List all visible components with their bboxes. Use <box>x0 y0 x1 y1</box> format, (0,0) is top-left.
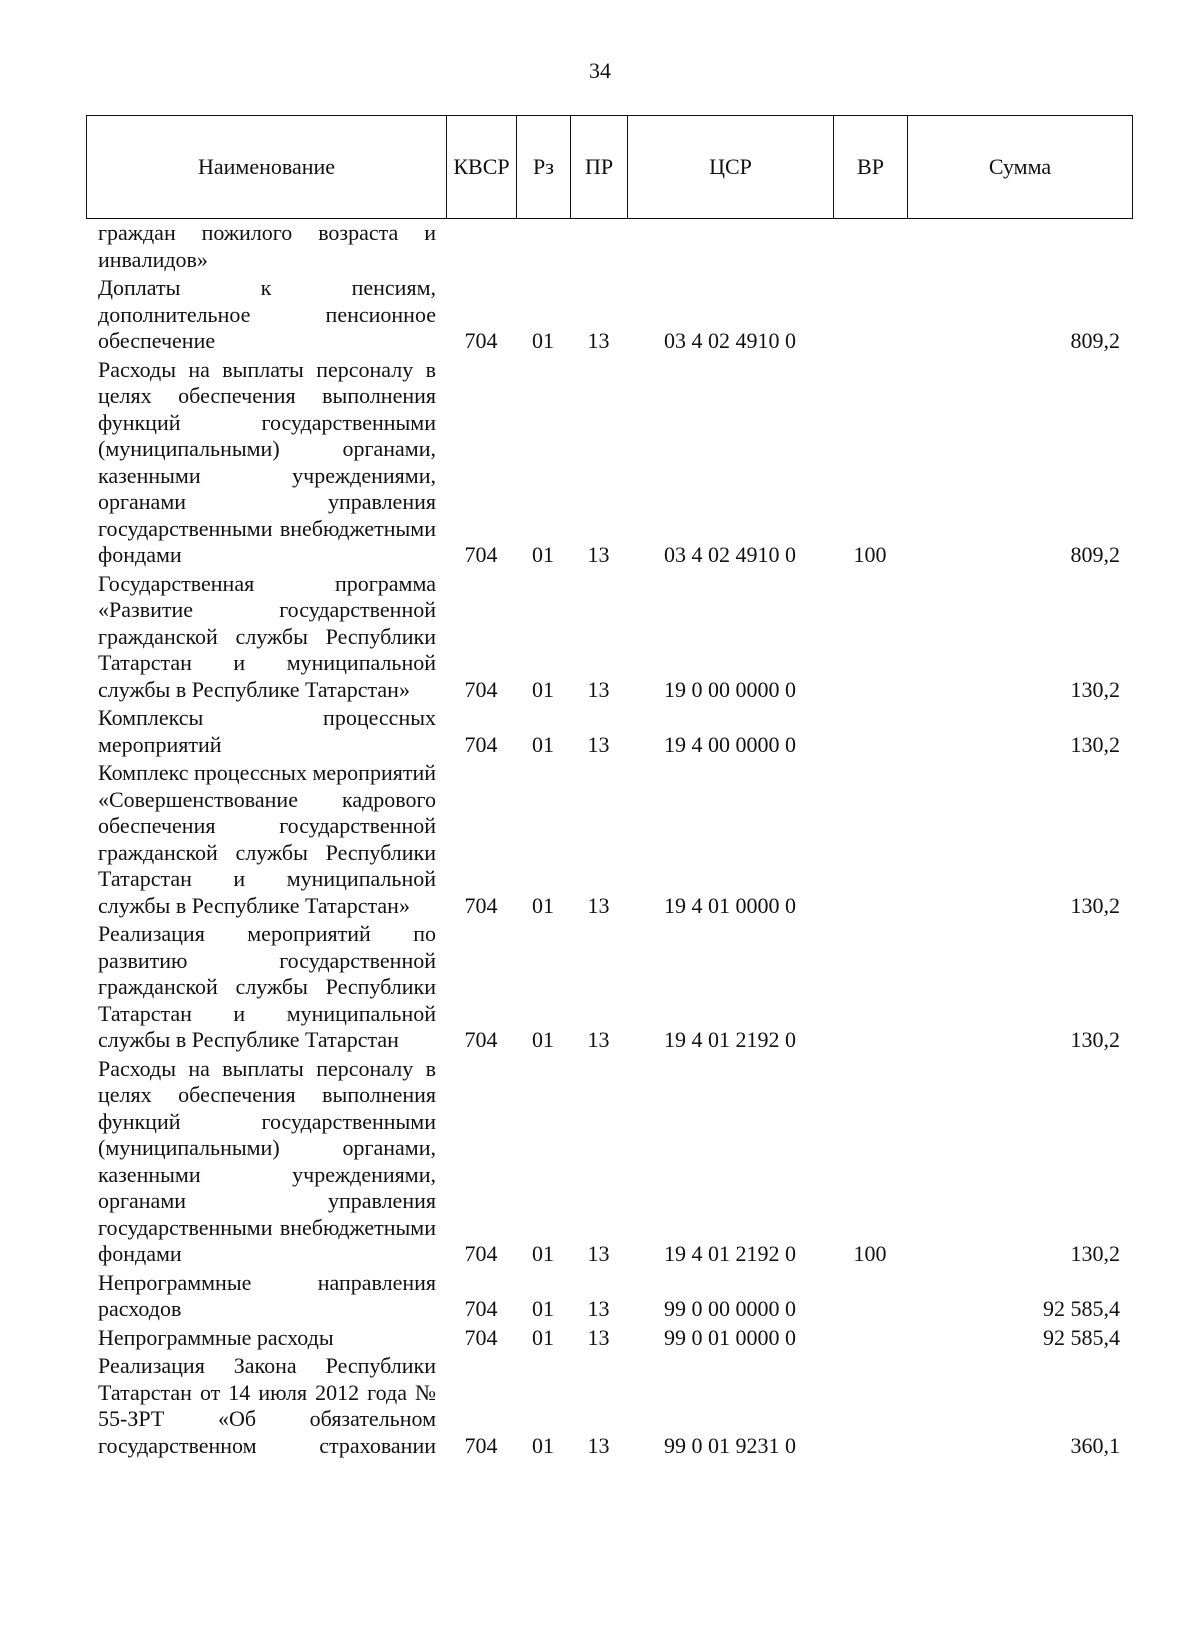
row-sum: 360,1 <box>1070 1432 1120 1458</box>
row-pr: 13 <box>587 328 610 353</box>
table-header <box>86 115 1133 219</box>
row-name: Реализация Закона Республики Татарстан от 14 июля 2012 года № 55-ЗРТ «Об обязательном государственном страховании <box>98 1353 436 1458</box>
row-sum: 809,2 <box>1070 542 1120 567</box>
row-rz: 01 <box>532 542 554 567</box>
header-pr: ПР <box>571 116 628 219</box>
row-kvsr: 704 <box>464 1296 498 1321</box>
row-pr: 13 <box>587 1432 610 1458</box>
page-number: 34 <box>589 58 611 83</box>
row-csr: 19 4 01 2192 0 <box>664 1027 796 1052</box>
row-rz: 01 <box>532 1027 554 1052</box>
row-vr <box>833 571 907 706</box>
row-rz: 01 <box>532 676 554 702</box>
row-pr: 13 <box>587 892 610 918</box>
row-csr: 03 4 02 4910 0 <box>664 328 796 353</box>
table-row <box>86 1353 1132 1461</box>
row-name: Государственная программа «Развитие государственной гражданской службы Республики Татарстан и муниципальной службы в Республике Татарстан» <box>98 570 436 702</box>
row-vr <box>833 1353 907 1461</box>
row-rz: 01 <box>532 1432 554 1458</box>
row-vr <box>833 1270 907 1325</box>
row-name: Непрограммные направления расходов <box>98 1269 436 1321</box>
row-vr <box>833 705 907 760</box>
row-kvsr: 704 <box>464 676 498 702</box>
row-sum: 130,2 <box>1070 676 1120 702</box>
row-rz: 01 <box>532 1296 554 1321</box>
row-name: Расходы на выплаты персоналу в целях обеспечения выполнения функций государственными (муниципальными) органами, казенными учреждениями, органами управления государственными внебюджетными фондами <box>98 1055 436 1266</box>
row-pr: 13 <box>587 731 610 757</box>
header-vr: ВР <box>834 116 908 219</box>
row-rz: 01 <box>532 328 554 353</box>
row-name: Непрограммные расходы <box>98 1324 334 1350</box>
row-csr <box>627 220 833 275</box>
header-csr: ЦСР <box>628 116 834 219</box>
row-pr: 13 <box>587 676 610 702</box>
table-row <box>86 705 1132 760</box>
row-kvsr: 704 <box>464 1432 498 1458</box>
table-row <box>86 1270 1132 1325</box>
row-name: Комплексы процессных мероприятий <box>98 705 436 757</box>
header-sum: Сумма <box>908 116 1133 219</box>
row-sum <box>907 220 1132 275</box>
header-kvsr: КВСР <box>447 116 517 219</box>
row-vr <box>833 275 907 357</box>
row-kvsr: 704 <box>464 892 498 918</box>
table-row <box>86 1056 1132 1270</box>
row-kvsr: 704 <box>464 542 498 567</box>
row-rz: 01 <box>532 1241 554 1266</box>
row-rz: 01 <box>532 1324 554 1350</box>
row-pr: 13 <box>587 1296 610 1321</box>
row-csr: 03 4 02 4910 0 <box>664 542 796 567</box>
table-row <box>86 1325 1132 1354</box>
row-csr: 19 4 01 0000 0 <box>664 892 796 918</box>
table-row <box>86 571 1132 706</box>
budget-table <box>86 220 1132 1461</box>
row-pr <box>570 220 627 275</box>
row-csr: 99 0 01 9231 0 <box>664 1432 796 1458</box>
table-row <box>86 357 1132 571</box>
row-vr <box>833 1325 907 1354</box>
row-pr: 13 <box>587 1027 610 1052</box>
row-kvsr: 704 <box>464 1027 498 1052</box>
row-sum: 809,2 <box>1070 328 1120 353</box>
row-rz: 01 <box>532 892 554 918</box>
header-name: Наименование <box>87 116 447 219</box>
row-pr: 13 <box>587 1241 610 1266</box>
table-row <box>86 275 1132 357</box>
row-name: Доплаты к пенсиям, дополнительное пенсионное обеспечение <box>98 275 436 353</box>
row-name: Комплекс процессных мероприятий «Совершенствование кадрового обеспечения государственной гражданской службы Республики Татарстан и муниципальной службы в Республике Татарстан» <box>98 760 436 918</box>
table-row <box>86 921 1132 1056</box>
row-sum: 130,2 <box>1070 731 1120 757</box>
row-sum: 130,2 <box>1070 1027 1120 1052</box>
row-sum: 130,2 <box>1070 892 1120 918</box>
row-sum: 92 585,4 <box>1043 1296 1120 1321</box>
row-vr <box>833 220 907 275</box>
row-rz: 01 <box>532 731 554 757</box>
row-vr: 100 <box>853 1241 887 1266</box>
row-kvsr: 704 <box>464 1241 498 1266</box>
table-row <box>86 760 1132 921</box>
row-kvsr: 704 <box>464 731 498 757</box>
row-kvsr <box>446 220 516 275</box>
row-name: граждан пожилого возраста и инвалидов» <box>98 220 436 272</box>
row-sum: 130,2 <box>1070 1241 1120 1266</box>
row-csr: 19 0 00 0000 0 <box>664 676 796 702</box>
row-name: Расходы на выплаты персоналу в целях обеспечения выполнения функций государственными (муниципальными) органами, казенными учреждениями, органами управления государственными внебюджетными фондами <box>98 356 436 567</box>
row-rz <box>516 220 570 275</box>
row-csr: 19 4 01 2192 0 <box>664 1241 796 1266</box>
row-kvsr: 704 <box>464 1324 498 1350</box>
row-vr: 100 <box>853 542 887 567</box>
row-csr: 99 0 00 0000 0 <box>664 1296 796 1321</box>
row-kvsr: 704 <box>464 328 498 353</box>
row-vr <box>833 921 907 1056</box>
row-sum: 92 585,4 <box>1043 1324 1120 1350</box>
row-pr: 13 <box>587 1324 610 1350</box>
table-row <box>86 220 1132 275</box>
row-csr: 99 0 01 0000 0 <box>664 1324 796 1350</box>
header-rz: Рз <box>517 116 571 219</box>
row-vr <box>833 760 907 921</box>
row-csr: 19 4 00 0000 0 <box>664 731 796 757</box>
row-pr: 13 <box>587 542 610 567</box>
row-name: Реализация мероприятий по развитию государственной гражданской службы Республики Татарстан и муниципальной службы в Республике Татарстан <box>98 921 436 1052</box>
